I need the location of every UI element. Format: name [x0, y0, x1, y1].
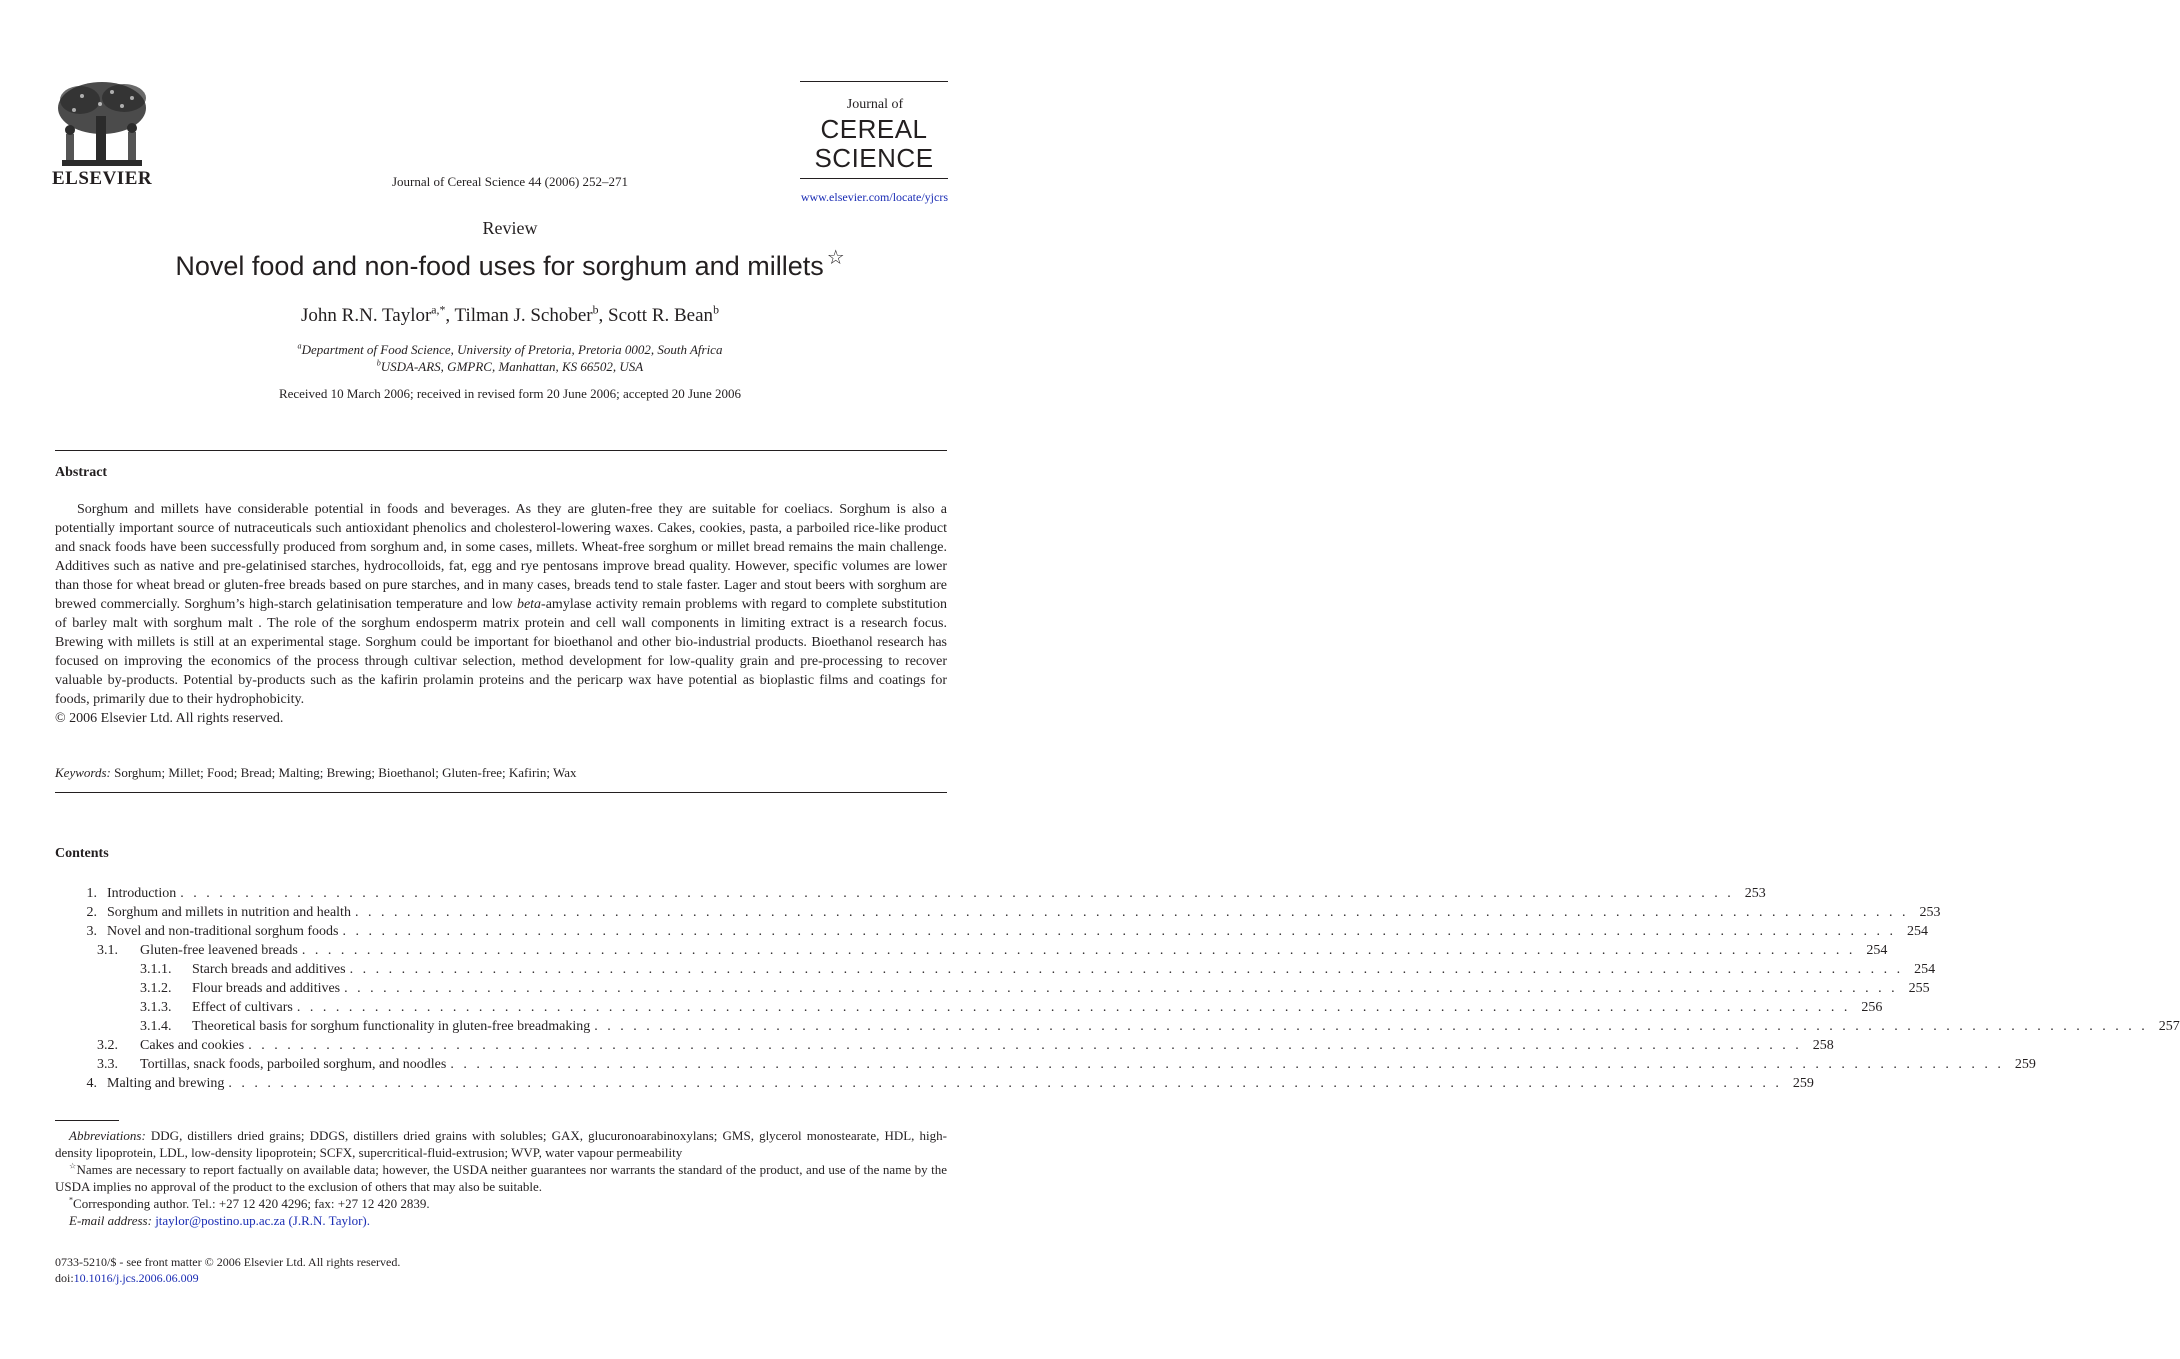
journal-logo-small-text: Journal of [846, 97, 904, 112]
abstract-paragraph [55, 500, 947, 709]
journal-url-link[interactable]: www.elsevier.com/locate/yjcrs [800, 190, 948, 204]
abstract-heading: Abstract [55, 465, 108, 480]
author-list [80, 305, 940, 327]
toc-leader-dots: . . . . . . . . . . . . . . . . . . . . . . . . . . . . . . . . . . . . . . . . . . . . . . . . . . . . . . . . . . . . . . . . . . . . . . . . . . . . . . . . . . . . . . . . . . . . . . . . . . . . . . . . . . . . . . . . . . . . . . . . [344, 981, 1898, 996]
footnote-corr-text: Corresponding author. Tel.: +27 12 420 4296; fax: +27 12 420 2839. [73, 1196, 430, 1211]
toc-title: Sorghum and millets in nutrition and health [107, 905, 351, 920]
keywords [55, 765, 947, 781]
article-title-text: Novel food and non-food uses for sorghum and millets [175, 251, 824, 281]
table-of-contents [55, 884, 2180, 1093]
toc-entry[interactable] [55, 884, 1766, 903]
toc-title: Gluten-free leavened breads [140, 943, 298, 958]
keywords-label: Keywords: [55, 765, 111, 780]
toc-title: Effect of cultivars [192, 1000, 293, 1015]
keywords-bottom-divider [55, 792, 947, 793]
author-affiliation-mark[interactable]: b [713, 303, 719, 317]
toc-entry[interactable] [55, 960, 1936, 979]
keywords-text: Sorghum; Millet; Food; Bread; Malting; Brewing; Bioethanol; Gluten-free; Kafirin; Wax [110, 765, 577, 780]
issn-line: 0733-5210/$ - see front matter © 2006 Elsevier Ltd. All rights reserved. [55, 1255, 401, 1269]
abstract-italic-term: beta [516, 597, 542, 612]
toc-page: 257 [2158, 1019, 2180, 1034]
doi-line [55, 1270, 655, 1286]
toc-number: 3.1. [97, 943, 118, 958]
footnote-abbrev-text: DDG, distillers dried grains; DDGS, distillers dried grains with solubles; GAX, glucuronoarabinoxylans; GMS, glycerol monostearate, HDL, high-density lipoprotein, LDL, low-density lipoprotein; SCFX, supercritical-fluid-extrusion; WVP, water vapour permeability [55, 1128, 947, 1160]
toc-title: Cakes and cookies [140, 1038, 245, 1053]
toc-title: Tortillas, snack foods, parboiled sorghum, and noodles [140, 1057, 447, 1072]
toc-leader-dots: . . . . . . . . . . . . . . . . . . . . . . . . . . . . . . . . . . . . . . . . . . . . . . . . . . . . . . . . . . . . . . . . . . . . . . . . . . . . . . . . . . . . . . . . . . . . . . . . . . . . . . . . . . . . . . . . . . . . . . . . [180, 886, 1734, 901]
email-link[interactable]: jtaylor@postino.up.ac.za (J.R.N. Taylor). [155, 1213, 370, 1228]
doi-link[interactable]: 10.1016/j.jcs.2006.06.009 [73, 1271, 199, 1285]
toc-title: Novel and non-traditional sorghum foods [107, 924, 339, 939]
toc-entry[interactable] [55, 998, 1883, 1017]
title-footnote-mark[interactable]: ☆ [826, 247, 845, 269]
toc-number: 3.1.3. [140, 1000, 172, 1015]
affiliation-mark: a [297, 341, 302, 351]
author-name[interactable]: Scott R. Bean [608, 305, 714, 326]
toc-page: 254 [1866, 943, 1888, 958]
toc-title: Flour breads and additives [192, 981, 341, 996]
footnote-usda-note [55, 1161, 947, 1195]
toc-entry[interactable] [55, 1074, 1814, 1093]
toc-page: 254 [1914, 962, 1936, 977]
abstract-text-part1: Sorghum and millets have considerable potential in foods and beverages. As they are gluten-free they are suitable for coeliacs. Sorghum is also a potentially important source of nutraceuticals such antioxidant phenolics and cholesterol-lowering waxes. Cakes, cookies, pasta, a parboiled rice-like product and snack foods have been successfully produced from sorghum and, in some cases, millets. Wheat-free sorghum or millet bread remains the main challenge. Additives such as native and pre-gelatinised starches, hydrocolloids, fat, egg and rye pentosans improve bread quality. However, specific volumes are lower than those for wheat bread or gluten-free breads based on pure starches, and in many cases, breads tend to stale faster. Lager and stout beers with sorghum are brewed commercially. Sorghum’s high-starch gelatinisation temperature and low [55, 502, 947, 612]
journal-logo-top-rule [800, 81, 948, 82]
abstract-copyright: © 2006 Elsevier Ltd. All rights reserved. [55, 711, 284, 726]
toc-title: Starch breads and additives [192, 962, 346, 977]
toc-page: 254 [1907, 924, 1928, 939]
journal-logo-bottom-rule [800, 178, 948, 179]
email-label: E-mail address: [69, 1213, 152, 1228]
footnote-corr-mark: * [69, 1195, 74, 1205]
journal-reference: Journal of Cereal Science 44 (2006) 252–271 [391, 174, 629, 189]
abstract-text-part2: -amylase activity remain problems with regard to complete substitution of barley malt with sorghum malt . The role of the sorghum endosperm matrix protein and cell wall components in limiting extract is a research focus. Brewing with millets is still at an experimental stage. Sorghum could be important for bioethanol and other bio-industrial products. Bioethanol research has focused on improving the economics of the process through cultivar selection, method development for low-quality grain and pre-processing to recover valuable by-products. Potential by-products such as the kafirin prolamin proteins and the pericarp wax have potential as bioplastic films and coatings for foods, primarily due to their hydrophobicity. [55, 597, 947, 707]
toc-title: Malting and brewing [107, 1076, 225, 1091]
journal-logo-line1: CEREAL [820, 114, 928, 144]
toc-entry[interactable] [55, 979, 1930, 998]
footnotes [55, 1127, 947, 1229]
toc-number: 3.2. [97, 1038, 118, 1053]
toc-number: 3.1.4. [140, 1019, 172, 1034]
contents-heading: Contents [55, 846, 109, 861]
toc-entry[interactable] [55, 1017, 2180, 1036]
author-affiliation-mark[interactable]: b [592, 303, 599, 317]
footnote-note-mark: ☆ [69, 1161, 77, 1171]
toc-page: 255 [1908, 981, 1930, 996]
footnote-divider [55, 1120, 119, 1121]
toc-number: 3.1.2. [140, 981, 172, 996]
toc-leader-dots: . . . . . . . . . . . . . . . . . . . . . . . . . . . . . . . . . . . . . . . . . . . . . . . . . . . . . . . . . . . . . . . . . . . . . . . . . . . . . . . . . . . . . . . . . . . . . . . . . . . . . . . . . . . . . . . . . . . . . . . . [594, 1019, 2148, 1034]
footnote-abbrev-label: Abbreviations: [69, 1128, 146, 1143]
affiliation-a [150, 342, 870, 358]
toc-leader-dots: . . . . . . . . . . . . . . . . . . . . . . . . . . . . . . . . . . . . . . . . . . . . . . . . . . . . . . . . . . . . . . . . . . . . . . . . . . . . . . . . . . . . . . . . . . . . . . . . . . . . . . . . . . . . . . . . . . . . . . . . [342, 924, 1896, 939]
toc-entry[interactable] [55, 1036, 1834, 1055]
toc-entry[interactable] [55, 922, 1928, 941]
footnote-email [55, 1212, 947, 1229]
toc-title: Introduction [107, 886, 177, 901]
author-affiliation-mark[interactable]: a,* [431, 303, 446, 317]
toc-leader-dots: . . . . . . . . . . . . . . . . . . . . . . . . . . . . . . . . . . . . . . . . . . . . . . . . . . . . . . . . . . . . . . . . . . . . . . . . . . . . . . . . . . . . . . . . . . . . . . . . . . . . . . . . . . . . . . . . . . . . . . . . [354, 905, 1909, 920]
toc-leader-dots: . . . . . . . . . . . . . . . . . . . . . . . . . . . . . . . . . . . . . . . . . . . . . . . . . . . . . . . . . . . . . . . . . . . . . . . . . . . . . . . . . . . . . . . . . . . . . . . . . . . . . . . . . . . . . . . . . . . . . . . . [450, 1057, 2004, 1072]
toc-leader-dots: . . . . . . . . . . . . . . . . . . . . . . . . . . . . . . . . . . . . . . . . . . . . . . . . . . . . . . . . . . . . . . . . . . . . . . . . . . . . . . . . . . . . . . . . . . . . . . . . . . . . . . . . . . . . . . . . . . . . . . . . [349, 962, 1904, 977]
toc-page: 253 [1919, 905, 1941, 920]
doi-label: doi: [55, 1271, 74, 1285]
affiliation-mark: b [376, 358, 381, 368]
toc-leader-dots: . . . . . . . . . . . . . . . . . . . . . . . . . . . . . . . . . . . . . . . . . . . . . . . . . . . . . . . . . . . . . . . . . . . . . . . . . . . . . . . . . . . . . . . . . . . . . . . . . . . . . . . . . . . . . . . . . . . . . . . . [228, 1076, 1782, 1091]
footnote-note-text: Names are necessary to report factually on available data; however, the USDA neither guarantees nor warrants the standard of the product, and use of the name by the USDA implies no approval of the product to the exclusion of others that may also be suitable. [55, 1162, 947, 1194]
toc-entry[interactable] [55, 903, 1941, 922]
article-title [80, 247, 940, 282]
journal-logo [800, 115, 948, 173]
bottom-matter [55, 1254, 655, 1286]
received-dates: Received 10 March 2006; received in revised form 20 June 2006; accepted 20 June 2006 [278, 386, 742, 401]
toc-leader-dots: . . . . . . . . . . . . . . . . . . . . . . . . . . . . . . . . . . . . . . . . . . . . . . . . . . . . . . . . . . . . . . . . . . . . . . . . . . . . . . . . . . . . . . . . . . . . . . . . . . . . . . . . . . . . . . . . . . . . . . . . [301, 943, 1856, 958]
toc-page: 253 [1744, 886, 1766, 901]
affiliation-text: Department of Food Science, University of Pretoria, Pretoria 0002, South Africa [301, 342, 723, 357]
author-separator: , [445, 305, 455, 326]
toc-number: 3.3. [97, 1057, 118, 1072]
elsevier-tree-logo [52, 78, 152, 170]
toc-title: Theoretical basis for sorghum functionality in gluten-free breadmaking [192, 1019, 591, 1034]
affiliation-b [150, 359, 870, 375]
author-separator: , [598, 305, 609, 326]
toc-number: 2. [86, 905, 97, 920]
affiliation-text: USDA-ARS, GMPRC, Manhattan, KS 66502, USA [380, 359, 644, 374]
toc-page: 259 [2014, 1057, 2036, 1072]
toc-page: 258 [1812, 1038, 1834, 1053]
footnote-abbreviations [55, 1127, 947, 1161]
toc-number: 1. [86, 886, 97, 901]
toc-number: 3.1.1. [140, 962, 172, 977]
toc-page: 256 [1861, 1000, 1883, 1015]
abstract-body [55, 500, 947, 728]
publisher-name: ELSEVIER [52, 168, 153, 189]
footnote-corresponding [55, 1195, 947, 1212]
article-type: Review [482, 218, 538, 238]
toc-leader-dots: . . . . . . . . . . . . . . . . . . . . . . . . . . . . . . . . . . . . . . . . . . . . . . . . . . . . . . . . . . . . . . . . . . . . . . . . . . . . . . . . . . . . . . . . . . . . . . . . . . . . . . . . . . . . . . . . . . . . . . . . [296, 1000, 1851, 1015]
toc-page: 259 [1792, 1076, 1814, 1091]
toc-number: 3. [86, 924, 97, 939]
author-name[interactable]: Tilman J. Schober [454, 305, 593, 326]
toc-entry[interactable] [55, 941, 1888, 960]
author-name[interactable]: John R.N. Taylor [301, 305, 432, 326]
journal-logo-line2: SCIENCE [814, 143, 934, 173]
toc-entry[interactable] [55, 1055, 2036, 1074]
toc-leader-dots: . . . . . . . . . . . . . . . . . . . . . . . . . . . . . . . . . . . . . . . . . . . . . . . . . . . . . . . . . . . . . . . . . . . . . . . . . . . . . . . . . . . . . . . . . . . . . . . . . . . . . . . . . . . . . . . . . . . . . . . . [248, 1038, 1802, 1053]
abstract-top-divider [55, 450, 947, 451]
toc-number: 4. [86, 1076, 97, 1091]
